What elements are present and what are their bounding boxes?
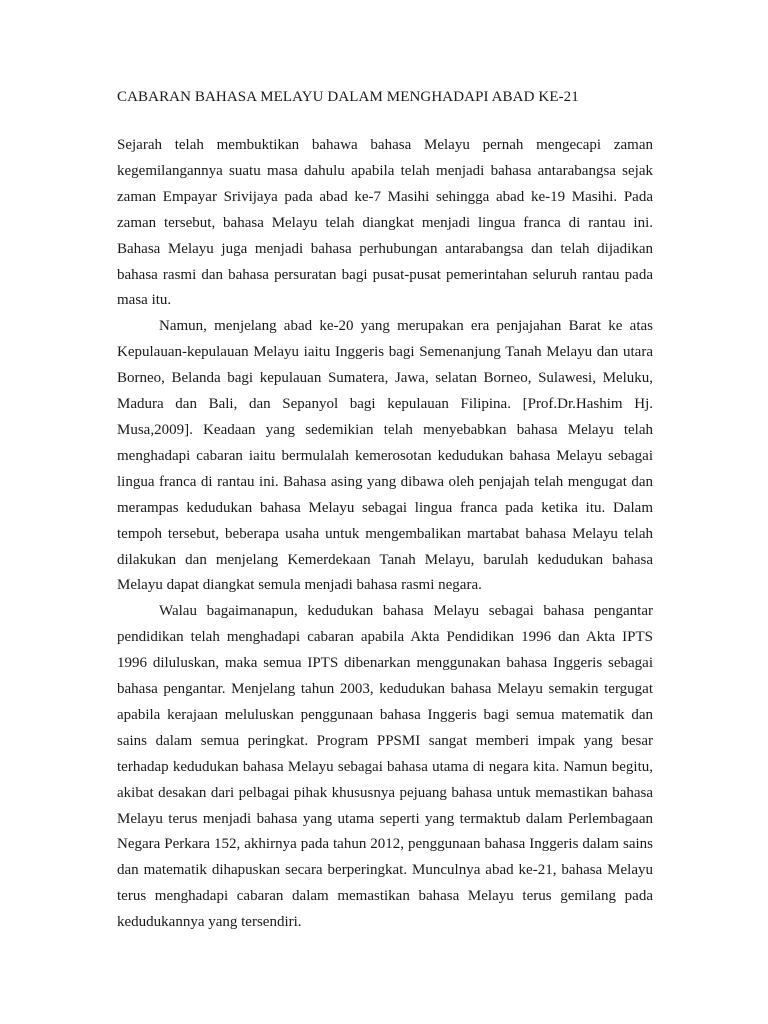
document-page [117,86,653,936]
document-body [117,133,653,936]
paragraph-1: Sejarah telah membuktikan bahawa bahasa Melayu pernah mengecapi zaman kegemilangannya suatu masa dahulu apabila telah menjadi bahasa antarabangsa sejak zaman Empayar Srivijaya pada abad ke-7 Masihi sehingga abad ke-19 Masihi. Pada zaman tersebut, bahasa Melayu telah diangkat menjadi lingua franca di rantau ini. Bahasa Melayu juga menjadi bahasa perhubungan antarabangsa dan telah dijadikan bahasa rasmi dan bahasa persuratan bagi pusat-pusat pemerintahan seluruh rantau pada masa itu. [117,137,653,309]
paragraph-3: Walau bagaimanapun, kedudukan bahasa Melayu sebagai bahasa pengantar pendidikan telah menghadapi cabaran apabila Akta Pendidikan 1996 dan Akta IPTS 1996 diluluskan, maka semua IPTS dibenarkan menggunakan bahasa Inggeris sebagai bahasa pengantar. Menjelang tahun 2003, kedudukan bahasa Melayu semakin tergugat apabila kerajaan meluluskan penggunaan bahasa Inggeris bagi semua matematik dan sains dalam semua peringkat. Program PPSMI sangat memberi impak yang besar terhadap kedudukan bahasa Melayu sebagai bahasa utama di negara kita. Namun begitu, akibat desakan dari pelbagai pihak khususnya pejuang bahasa untuk memastikan bahasa Melayu terus menjadi bahasa yang utama seperti yang termaktub dalam Perlembagaan Negara Perkara 152, akhirnya pada tahun 2012, penggunaan bahasa Inggeris dalam sains dan matematik dihapuskan secara berperingkat. Munculnya abad ke-21, bahasa Melayu terus menghadapi cabaran dalam memastikan bahasa Melayu terus gemilang pada kedudukannya yang tersendiri. [117,603,653,931]
paragraph-2: Namun, menjelang abad ke-20 yang merupakan era penjajahan Barat ke atas Kepulauan-kepulauan Melayu iaitu Inggeris bagi Semenanjung Tanah Melayu dan utara Borneo, Belanda bagi kepulauan Sumatera, Jawa, selatan Borneo, Sulawesi, Meluku, Madura dan Bali, dan Sepanyol bagi kepulauan Filipina. [Prof.Dr.Hashim Hj. Musa,2009]. Keadaan yang sedemikian telah menyebabkan bahasa Melayu telah menghadapi cabaran iaitu bermulalah kemerosotan kedudukan bahasa Melayu sebagai lingua franca di rantau ini. Bahasa asing yang dibawa oleh penjajah telah mengugat dan merampas kedudukan bahasa Melayu sebagai lingua franca pada ketika itu. Dalam tempoh tersebut, beberapa usaha untuk mengembalikan martabat bahasa Melayu telah dilakukan dan menjelang Kemerdekaan Tanah Melayu, barulah kedudukan bahasa Melayu dapat diangkat semula menjadi bahasa rasmi negara. [117,318,653,594]
document-title: CABARAN BAHASA MELAYU DALAM MENGHADAPI ABAD KE-21 [117,89,579,105]
